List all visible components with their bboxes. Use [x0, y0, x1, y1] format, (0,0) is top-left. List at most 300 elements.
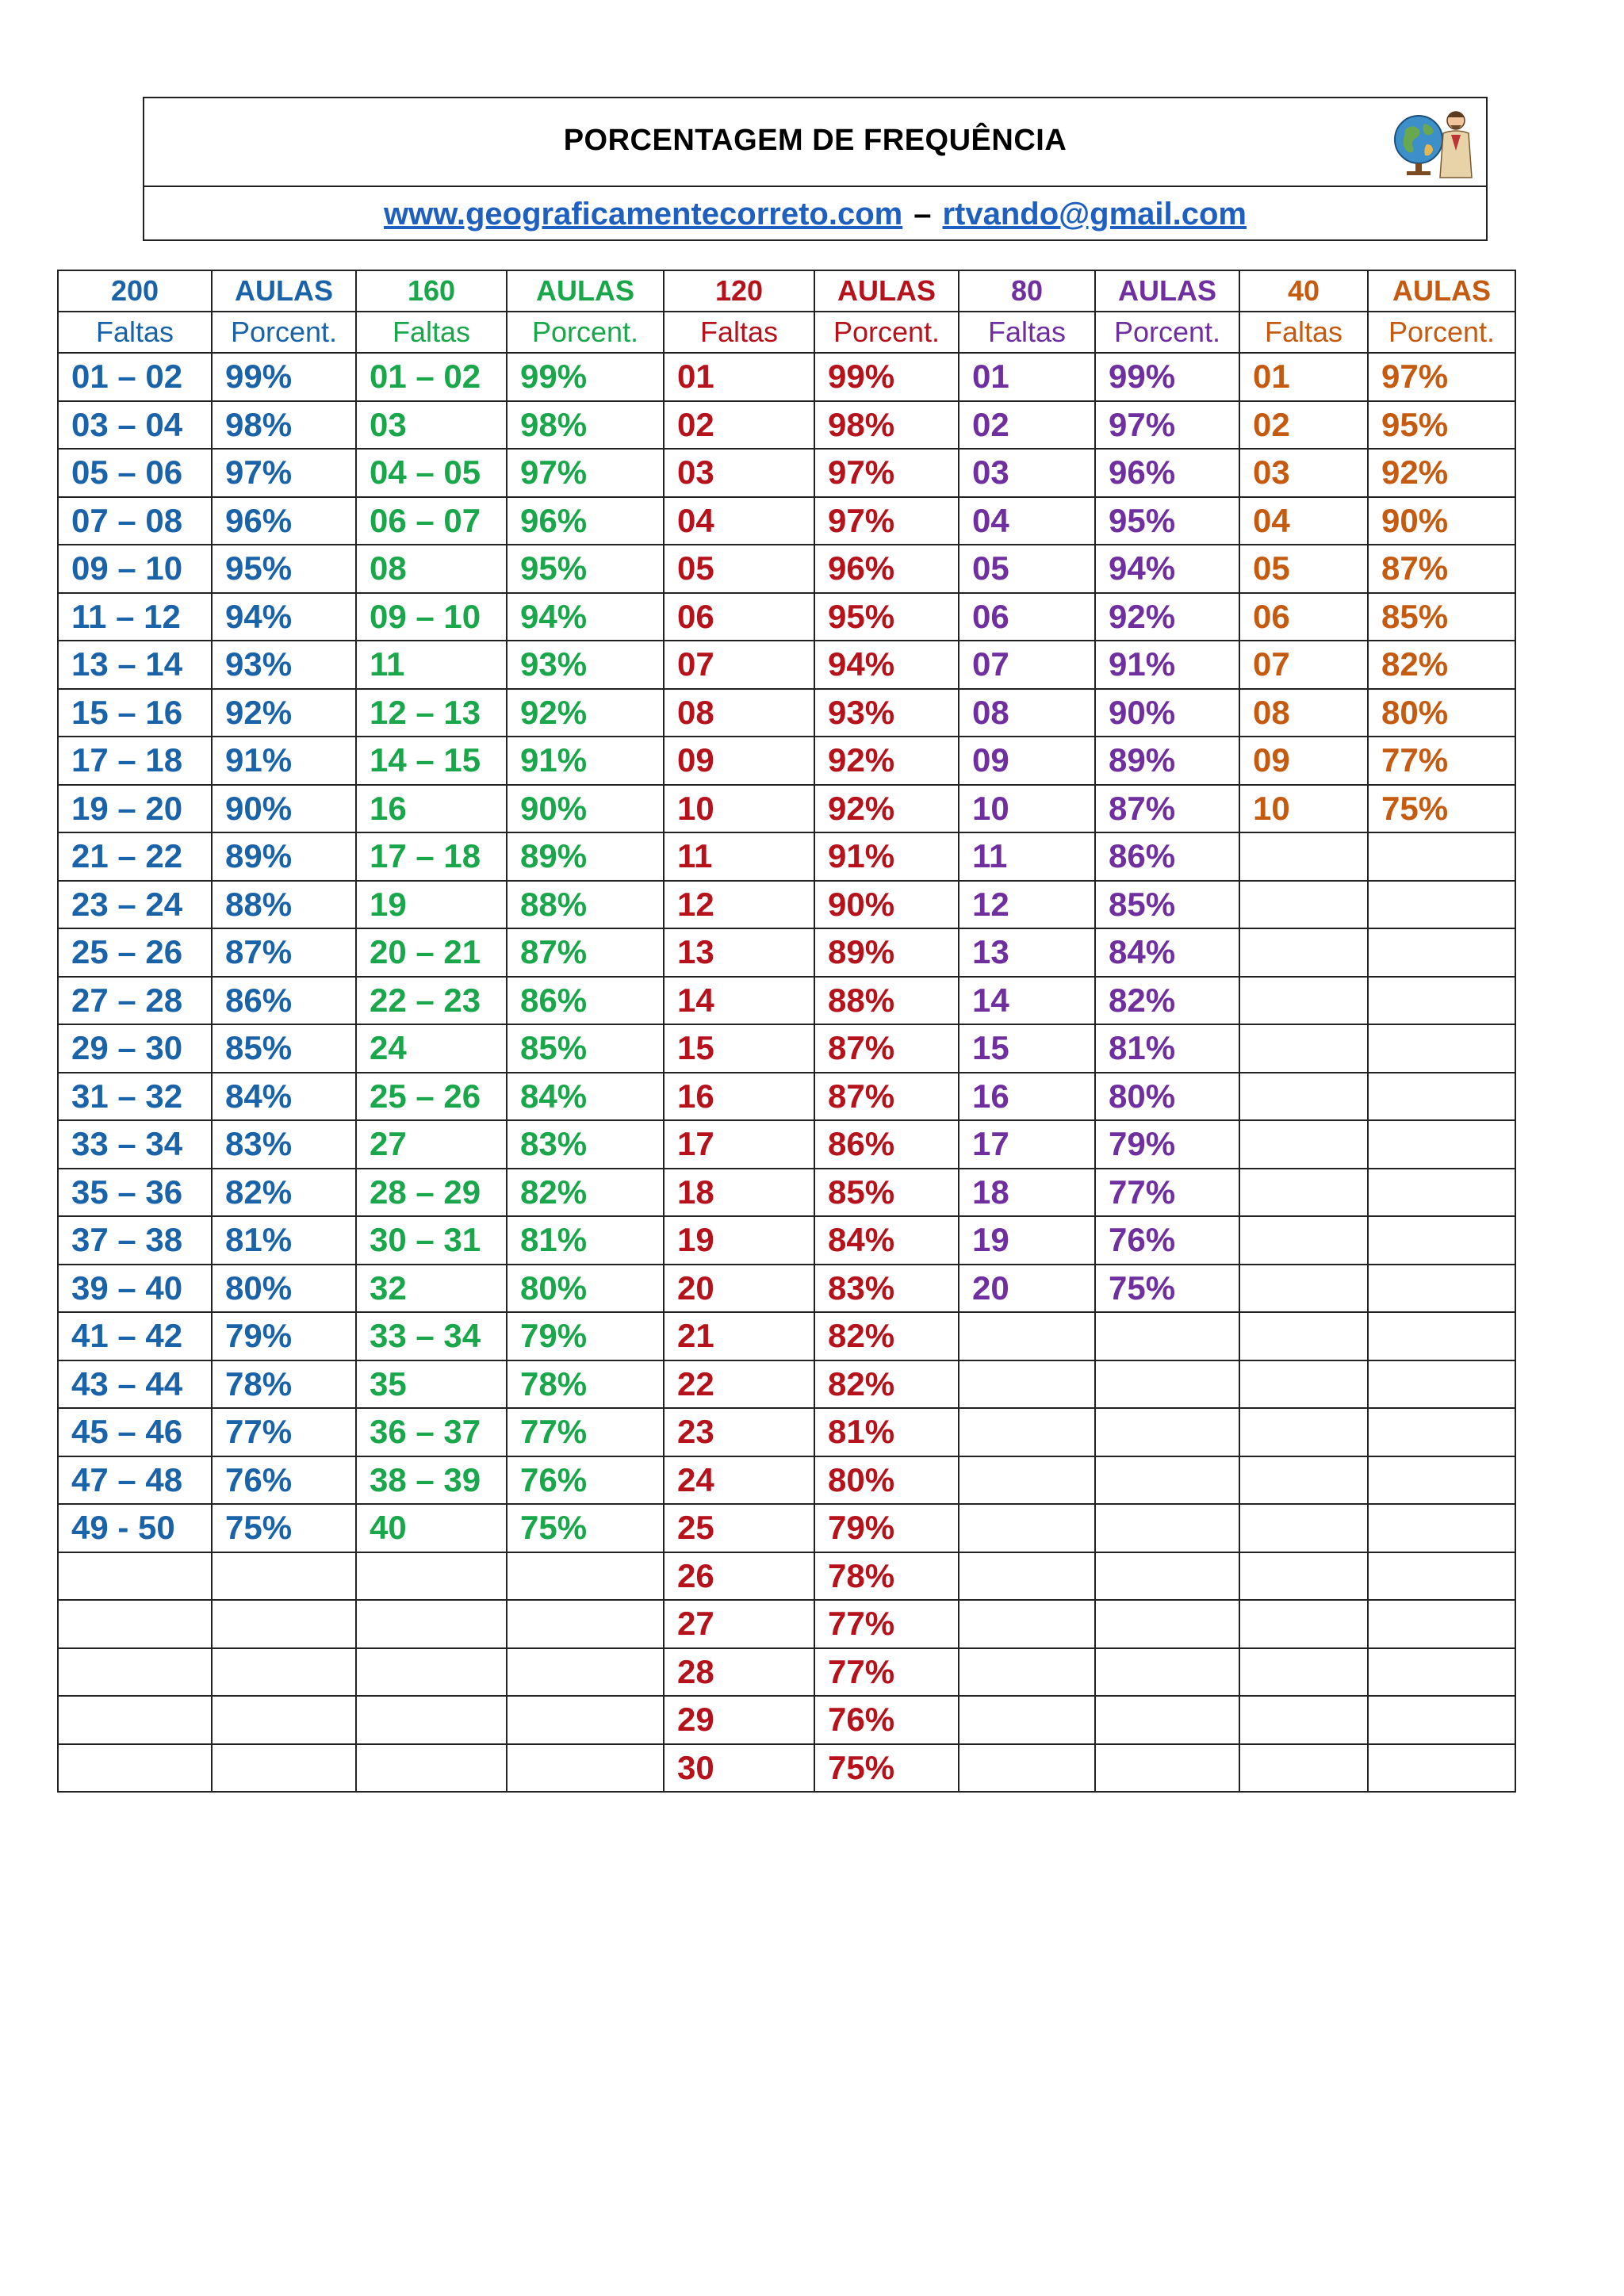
porcent-cell	[507, 1552, 664, 1601]
faltas-cell: 04 – 05	[356, 449, 507, 497]
porcent-cell: 97%	[212, 449, 356, 497]
porcent-cell: 92%	[507, 689, 664, 737]
faltas-cell	[959, 1360, 1095, 1409]
porcent-cell: 82%	[507, 1169, 664, 1217]
porcent-cell	[1368, 1120, 1515, 1169]
table-row	[58, 1360, 1515, 1409]
faltas-cell: 43 – 44	[58, 1360, 212, 1409]
porcent-cell: 82%	[1095, 977, 1239, 1025]
faltas-cell	[959, 1696, 1095, 1744]
faltas-cell: 05 – 06	[58, 449, 212, 497]
faltas-cell	[58, 1648, 212, 1697]
porcent-cell: 77%	[1095, 1169, 1239, 1217]
faltas-cell: 13	[959, 928, 1095, 977]
faltas-cell	[959, 1408, 1095, 1456]
faltas-cell	[356, 1600, 507, 1648]
porcent-cell: 80%	[814, 1456, 959, 1505]
faltas-cell: 30 – 31	[356, 1216, 507, 1265]
faltas-cell	[1239, 928, 1368, 977]
faltas-cell: 24	[664, 1456, 814, 1505]
faltas-cell	[1239, 1456, 1368, 1505]
faltas-cell: 23 – 24	[58, 881, 212, 929]
porcent-cell: 78%	[814, 1552, 959, 1601]
porcent-cell: 92%	[1368, 449, 1515, 497]
porcent-cell: 75%	[1095, 1265, 1239, 1313]
faltas-cell: 03	[1239, 449, 1368, 497]
faltas-cell: 20 – 21	[356, 928, 507, 977]
faltas-cell: 39 – 40	[58, 1265, 212, 1313]
lesson-word-40: AULAS	[1368, 270, 1515, 312]
faltas-cell: 29 – 30	[58, 1024, 212, 1073]
porcent-cell: 89%	[814, 928, 959, 977]
porcent-cell	[1095, 1312, 1239, 1360]
table-row	[58, 689, 1515, 737]
faltas-cell: 08	[664, 689, 814, 737]
porcent-cell	[1095, 1744, 1239, 1793]
faltas-cell: 12	[959, 881, 1095, 929]
faltas-cell: 02	[959, 401, 1095, 450]
porcent-cell: 93%	[507, 641, 664, 689]
faltas-cell: 11 – 12	[58, 593, 212, 641]
faltas-cell	[959, 1456, 1095, 1505]
porcent-cell	[1368, 1744, 1515, 1793]
porcent-cell: 99%	[212, 353, 356, 401]
porcent-cell: 97%	[814, 449, 959, 497]
porcent-cell: 84%	[212, 1073, 356, 1121]
faltas-cell: 35 – 36	[58, 1169, 212, 1217]
faltas-cell: 03 – 04	[58, 401, 212, 450]
porcent-cell: 81%	[814, 1408, 959, 1456]
faltas-cell: 03	[356, 401, 507, 450]
porcent-cell: 75%	[1368, 785, 1515, 833]
lesson-word-120: AULAS	[814, 270, 959, 312]
faltas-cell	[356, 1696, 507, 1744]
faltas-cell: 07 – 08	[58, 497, 212, 545]
porcent-cell: 93%	[212, 641, 356, 689]
table-row	[58, 545, 1515, 593]
faltas-cell: 02	[664, 401, 814, 450]
table-row	[58, 1504, 1515, 1552]
table-row	[58, 497, 1515, 545]
faltas-cell: 19	[356, 881, 507, 929]
lesson-count-40: 40	[1239, 270, 1368, 312]
porcent-cell	[1095, 1360, 1239, 1409]
porcent-cell: 90%	[1368, 497, 1515, 545]
faltas-cell: 11	[356, 641, 507, 689]
porcent-cell: 96%	[507, 497, 664, 545]
faltas-cell: 23	[664, 1408, 814, 1456]
faltas-cell: 04	[959, 497, 1095, 545]
porcent-cell: 94%	[814, 641, 959, 689]
porcent-cell: 80%	[507, 1265, 664, 1313]
porcent-cell: 90%	[212, 785, 356, 833]
porcent-cell: 80%	[1368, 689, 1515, 737]
faltas-cell	[959, 1744, 1095, 1793]
porcent-cell: 92%	[814, 785, 959, 833]
faltas-cell: 26	[664, 1552, 814, 1601]
faltas-cell	[356, 1744, 507, 1793]
table-row	[58, 1744, 1515, 1793]
porcent-cell	[212, 1552, 356, 1601]
porcent-cell	[1095, 1408, 1239, 1456]
porcent-header-120: Porcent.	[814, 312, 959, 353]
porcent-cell	[507, 1600, 664, 1648]
faltas-cell	[1239, 1216, 1368, 1265]
faltas-cell: 03	[664, 449, 814, 497]
porcent-cell: 76%	[1095, 1216, 1239, 1265]
lesson-count-80: 80	[959, 270, 1095, 312]
porcent-cell: 97%	[1368, 353, 1515, 401]
porcent-cell: 94%	[1095, 545, 1239, 593]
faltas-cell: 09 – 10	[58, 545, 212, 593]
table-row	[58, 1456, 1515, 1505]
porcent-cell: 93%	[814, 689, 959, 737]
faltas-cell: 36 – 37	[356, 1408, 507, 1456]
header-row-columns	[58, 312, 1515, 353]
porcent-cell: 98%	[507, 401, 664, 450]
table-row	[58, 353, 1515, 401]
contact-links	[144, 187, 1486, 241]
geography-teacher-globe-icon	[1383, 103, 1478, 181]
porcent-cell: 86%	[212, 977, 356, 1025]
faltas-cell: 18	[664, 1169, 814, 1217]
faltas-cell	[1239, 1265, 1368, 1313]
porcent-cell	[212, 1648, 356, 1697]
porcent-cell: 82%	[814, 1360, 959, 1409]
table-row	[58, 737, 1515, 785]
faltas-cell: 05	[664, 545, 814, 593]
faltas-cell: 10	[1239, 785, 1368, 833]
porcent-cell	[1095, 1504, 1239, 1552]
lesson-word-200: AULAS	[212, 270, 356, 312]
porcent-cell: 87%	[814, 1073, 959, 1121]
link-separator: –	[914, 196, 932, 232]
faltas-cell	[1239, 1696, 1368, 1744]
porcent-cell: 94%	[507, 593, 664, 641]
porcent-cell: 96%	[814, 545, 959, 593]
porcent-cell: 91%	[507, 737, 664, 785]
porcent-cell	[1368, 1600, 1515, 1648]
faltas-cell	[1239, 1024, 1368, 1073]
faltas-cell: 17 – 18	[356, 832, 507, 881]
faltas-cell: 31 – 32	[58, 1073, 212, 1121]
porcent-cell: 75%	[507, 1504, 664, 1552]
faltas-cell	[1239, 1120, 1368, 1169]
faltas-cell: 38 – 39	[356, 1456, 507, 1505]
faltas-cell: 12 – 13	[356, 689, 507, 737]
porcent-cell: 76%	[814, 1696, 959, 1744]
porcent-cell: 89%	[507, 832, 664, 881]
faltas-cell: 45 – 46	[58, 1408, 212, 1456]
faltas-cell: 21	[664, 1312, 814, 1360]
faltas-cell: 13	[664, 928, 814, 977]
porcent-cell: 87%	[1095, 785, 1239, 833]
faltas-cell: 08	[356, 545, 507, 593]
faltas-cell: 21 – 22	[58, 832, 212, 881]
porcent-cell	[1368, 1552, 1515, 1601]
table-row	[58, 928, 1515, 977]
faltas-cell	[58, 1600, 212, 1648]
faltas-cell: 04	[1239, 497, 1368, 545]
porcent-cell	[507, 1648, 664, 1697]
faltas-cell: 06	[1239, 593, 1368, 641]
faltas-cell: 17	[664, 1120, 814, 1169]
porcent-header-40: Porcent.	[1368, 312, 1515, 353]
faltas-cell	[959, 1504, 1095, 1552]
lesson-count-160: 160	[356, 270, 507, 312]
faltas-cell	[1239, 1360, 1368, 1409]
faltas-cell	[1239, 1744, 1368, 1793]
porcent-cell: 75%	[814, 1744, 959, 1793]
porcent-cell	[1095, 1456, 1239, 1505]
header-title-row	[144, 98, 1486, 187]
faltas-header-80: Faltas	[959, 312, 1095, 353]
porcent-cell: 88%	[507, 881, 664, 929]
porcent-header-200: Porcent.	[212, 312, 356, 353]
porcent-cell: 97%	[814, 497, 959, 545]
faltas-cell: 28 – 29	[356, 1169, 507, 1217]
porcent-cell: 95%	[507, 545, 664, 593]
porcent-cell: 87%	[212, 928, 356, 977]
porcent-cell: 77%	[814, 1600, 959, 1648]
faltas-cell: 35	[356, 1360, 507, 1409]
faltas-cell: 10	[664, 785, 814, 833]
faltas-cell	[1239, 1552, 1368, 1601]
faltas-cell: 06	[664, 593, 814, 641]
porcent-cell	[1095, 1552, 1239, 1601]
page-title: PORCENTAGEM DE FREQUÊNCIA	[563, 124, 1067, 157]
porcent-cell	[1095, 1600, 1239, 1648]
porcent-cell	[1368, 928, 1515, 977]
faltas-cell	[1239, 1504, 1368, 1552]
porcent-cell: 87%	[507, 928, 664, 977]
faltas-cell	[1239, 1312, 1368, 1360]
faltas-cell: 19	[664, 1216, 814, 1265]
table-row	[58, 1408, 1515, 1456]
porcent-cell: 88%	[814, 977, 959, 1025]
porcent-cell	[1368, 977, 1515, 1025]
porcent-cell: 85%	[1368, 593, 1515, 641]
table-row	[58, 785, 1515, 833]
porcent-cell: 97%	[507, 449, 664, 497]
faltas-cell	[356, 1648, 507, 1697]
porcent-cell: 94%	[212, 593, 356, 641]
faltas-cell: 16	[959, 1073, 1095, 1121]
faltas-cell: 02	[1239, 401, 1368, 450]
faltas-cell: 30	[664, 1744, 814, 1793]
porcent-cell: 91%	[212, 737, 356, 785]
table-row	[58, 1312, 1515, 1360]
faltas-cell: 01 – 02	[58, 353, 212, 401]
porcent-cell: 87%	[814, 1024, 959, 1073]
faltas-cell: 33 – 34	[58, 1120, 212, 1169]
porcent-cell	[1095, 1696, 1239, 1744]
faltas-cell: 41 – 42	[58, 1312, 212, 1360]
faltas-cell	[959, 1312, 1095, 1360]
porcent-cell: 84%	[507, 1073, 664, 1121]
faltas-cell: 17 – 18	[58, 737, 212, 785]
porcent-cell: 83%	[507, 1120, 664, 1169]
porcent-cell: 84%	[1095, 928, 1239, 977]
table-row	[58, 1265, 1515, 1313]
faltas-cell	[959, 1552, 1095, 1601]
porcent-cell	[212, 1696, 356, 1744]
faltas-cell: 15	[959, 1024, 1095, 1073]
lesson-count-120: 120	[664, 270, 814, 312]
porcent-cell: 82%	[1368, 641, 1515, 689]
faltas-cell: 22	[664, 1360, 814, 1409]
porcent-cell	[1095, 1648, 1239, 1697]
faltas-cell: 13 – 14	[58, 641, 212, 689]
faltas-cell	[1239, 832, 1368, 881]
porcent-cell: 81%	[507, 1216, 664, 1265]
porcent-cell: 82%	[212, 1169, 356, 1217]
faltas-cell: 49 - 50	[58, 1504, 212, 1552]
porcent-cell: 92%	[212, 689, 356, 737]
porcent-cell: 96%	[1095, 449, 1239, 497]
porcent-cell	[1368, 832, 1515, 881]
porcent-cell	[1368, 1360, 1515, 1409]
porcent-cell: 78%	[212, 1360, 356, 1409]
faltas-cell: 27	[664, 1600, 814, 1648]
faltas-cell: 12	[664, 881, 814, 929]
porcent-cell: 86%	[507, 977, 664, 1025]
table-row	[58, 1552, 1515, 1601]
faltas-cell: 01	[959, 353, 1095, 401]
faltas-cell	[1239, 977, 1368, 1025]
porcent-cell: 92%	[1095, 593, 1239, 641]
porcent-cell: 85%	[814, 1169, 959, 1217]
table-row	[58, 832, 1515, 881]
porcent-cell: 95%	[814, 593, 959, 641]
header-box	[143, 97, 1488, 241]
faltas-cell: 07	[1239, 641, 1368, 689]
email-link[interactable]: rtvando@gmail.com	[942, 196, 1247, 232]
faltas-cell: 37 – 38	[58, 1216, 212, 1265]
faltas-cell: 07	[959, 641, 1095, 689]
porcent-cell: 99%	[1095, 353, 1239, 401]
faltas-cell: 22 – 23	[356, 977, 507, 1025]
porcent-cell: 87%	[1368, 545, 1515, 593]
faltas-cell: 05	[1239, 545, 1368, 593]
faltas-cell: 24	[356, 1024, 507, 1073]
porcent-cell: 85%	[507, 1024, 664, 1073]
faltas-cell: 29	[664, 1696, 814, 1744]
faltas-cell: 25	[664, 1504, 814, 1552]
faltas-cell: 33 – 34	[356, 1312, 507, 1360]
faltas-cell: 19 – 20	[58, 785, 212, 833]
faltas-header-40: Faltas	[1239, 312, 1368, 353]
porcent-cell	[1368, 1456, 1515, 1505]
table-row	[58, 449, 1515, 497]
porcent-cell: 90%	[814, 881, 959, 929]
faltas-cell: 28	[664, 1648, 814, 1697]
faltas-cell: 15 – 16	[58, 689, 212, 737]
porcent-cell: 95%	[1095, 497, 1239, 545]
faltas-header-120: Faltas	[664, 312, 814, 353]
faltas-cell: 06	[959, 593, 1095, 641]
porcent-cell: 77%	[212, 1408, 356, 1456]
porcent-cell: 86%	[1095, 832, 1239, 881]
faltas-cell	[1239, 881, 1368, 929]
table-row	[58, 1648, 1515, 1697]
porcent-cell: 77%	[1368, 737, 1515, 785]
porcent-header-80: Porcent.	[1095, 312, 1239, 353]
porcent-cell: 75%	[212, 1504, 356, 1552]
faltas-cell: 17	[959, 1120, 1095, 1169]
porcent-cell: 86%	[814, 1120, 959, 1169]
porcent-cell: 77%	[507, 1408, 664, 1456]
faltas-cell: 11	[664, 832, 814, 881]
porcent-cell: 89%	[1095, 737, 1239, 785]
porcent-cell: 95%	[212, 545, 356, 593]
porcent-cell: 92%	[814, 737, 959, 785]
frequency-table-body	[58, 270, 1515, 1792]
faltas-cell: 11	[959, 832, 1095, 881]
table-row	[58, 593, 1515, 641]
header-row-lessons	[58, 270, 1515, 312]
porcent-cell: 85%	[212, 1024, 356, 1073]
porcent-cell: 84%	[814, 1216, 959, 1265]
table-row	[58, 1696, 1515, 1744]
porcent-cell	[507, 1696, 664, 1744]
table-row	[58, 881, 1515, 929]
porcent-cell: 81%	[1095, 1024, 1239, 1073]
porcent-cell	[1368, 1408, 1515, 1456]
porcent-cell	[1368, 1648, 1515, 1697]
faltas-header-200: Faltas	[58, 312, 212, 353]
porcent-cell	[1368, 1073, 1515, 1121]
faltas-cell: 19	[959, 1216, 1095, 1265]
porcent-cell: 77%	[814, 1648, 959, 1697]
porcent-cell	[1368, 1312, 1515, 1360]
table-row	[58, 1024, 1515, 1073]
faltas-cell: 09 – 10	[356, 593, 507, 641]
faltas-cell	[959, 1600, 1095, 1648]
porcent-cell	[1368, 881, 1515, 929]
faltas-cell: 32	[356, 1265, 507, 1313]
faltas-cell	[1239, 1169, 1368, 1217]
porcent-cell	[1368, 1696, 1515, 1744]
faltas-cell: 16	[664, 1073, 814, 1121]
porcent-cell	[1368, 1024, 1515, 1073]
frequency-table	[57, 270, 1516, 1793]
faltas-cell: 09	[664, 737, 814, 785]
porcent-cell	[1368, 1504, 1515, 1552]
faltas-cell: 25 – 26	[356, 1073, 507, 1121]
lesson-word-160: AULAS	[507, 270, 664, 312]
porcent-cell: 83%	[212, 1120, 356, 1169]
faltas-cell: 10	[959, 785, 1095, 833]
porcent-cell	[212, 1600, 356, 1648]
table-row	[58, 1073, 1515, 1121]
table-row	[58, 1120, 1515, 1169]
porcent-cell: 81%	[212, 1216, 356, 1265]
faltas-cell: 06 – 07	[356, 497, 507, 545]
faltas-cell: 01 – 02	[356, 353, 507, 401]
table-row	[58, 1600, 1515, 1648]
faltas-cell: 03	[959, 449, 1095, 497]
lesson-count-200: 200	[58, 270, 212, 312]
porcent-cell	[212, 1744, 356, 1793]
porcent-cell: 99%	[814, 353, 959, 401]
porcent-cell: 96%	[212, 497, 356, 545]
faltas-header-160: Faltas	[356, 312, 507, 353]
porcent-cell: 97%	[1095, 401, 1239, 450]
website-link[interactable]: www.geograficamentecorreto.com	[383, 196, 903, 232]
faltas-cell: 14 – 15	[356, 737, 507, 785]
faltas-cell	[1239, 1073, 1368, 1121]
